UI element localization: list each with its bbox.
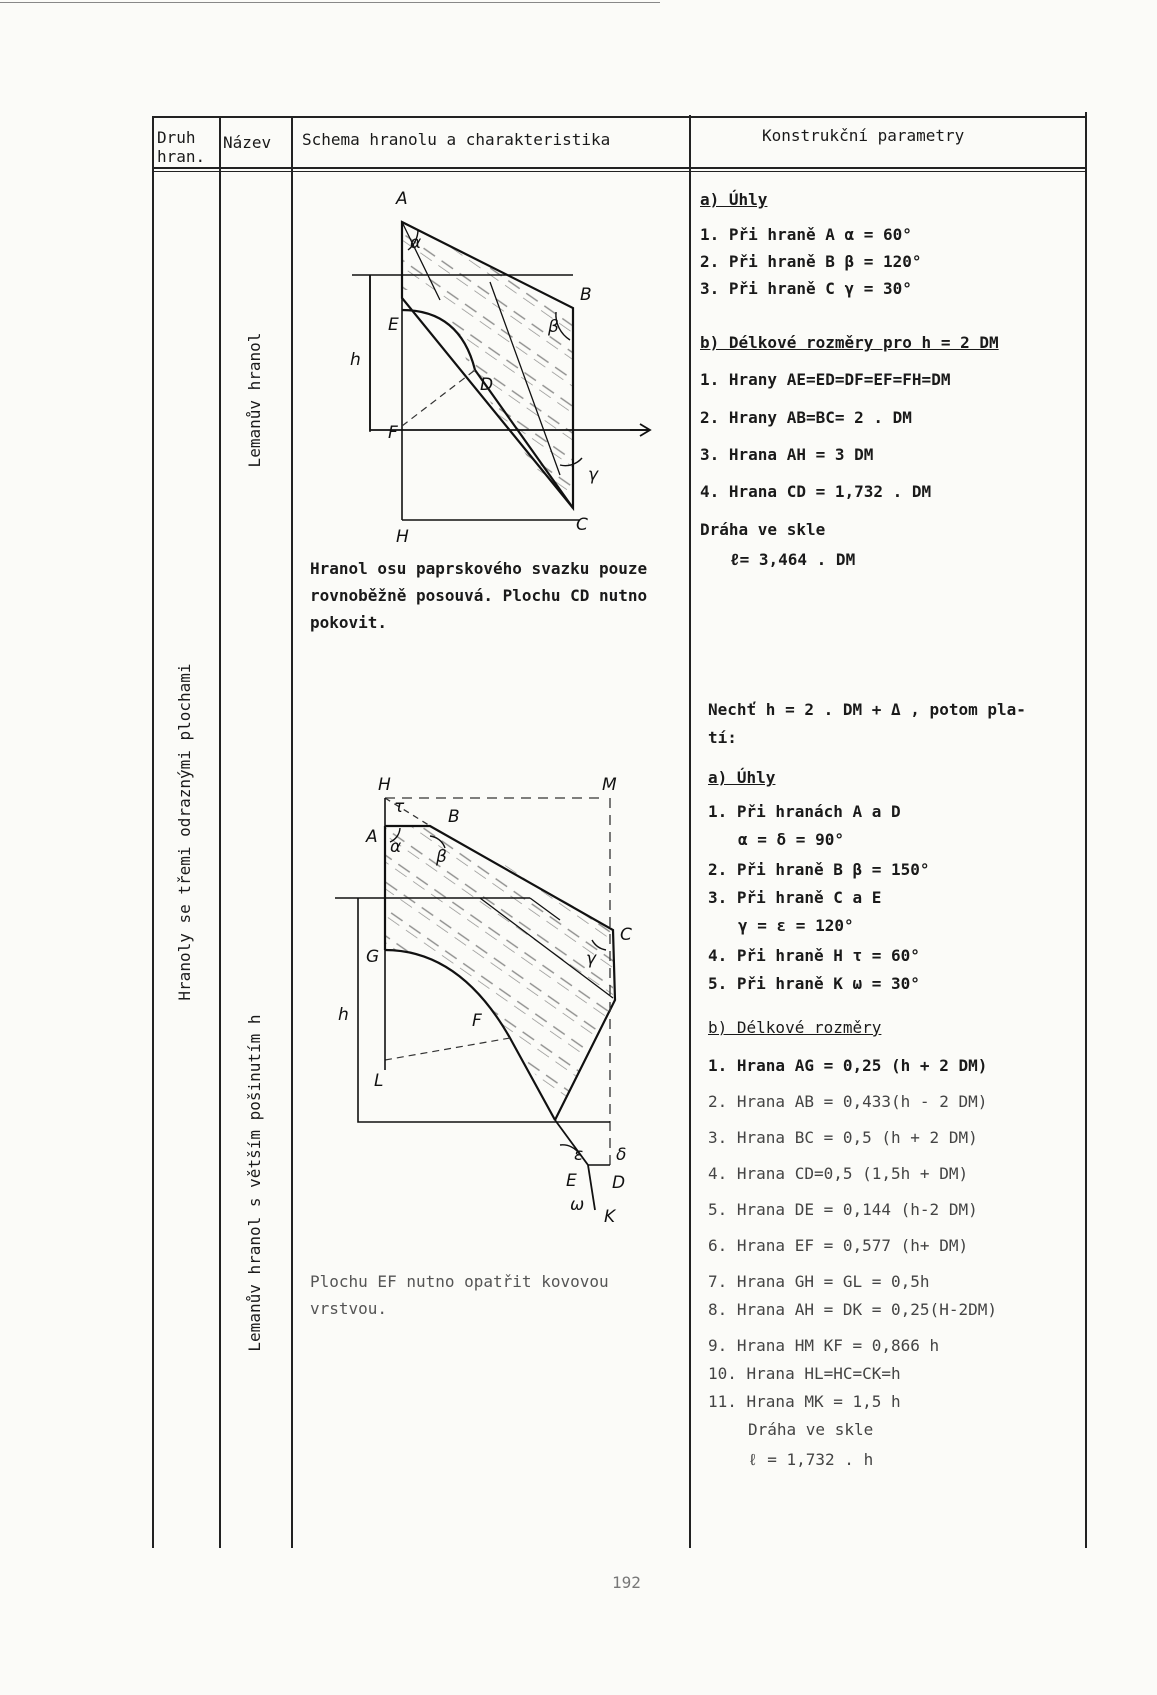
param-line: b) Délkové rozměry pro h = 2 DM xyxy=(700,333,999,352)
param-line: 3. Při hraně C γ = 30° xyxy=(700,279,912,298)
diagram2-label-D: D xyxy=(612,1173,626,1193)
param-line: 4. Hrana CD=0,5 (1,5h + DM) xyxy=(708,1164,969,1183)
table-line xyxy=(152,116,1087,118)
diagram2-label-E: E xyxy=(566,1171,577,1191)
table-line xyxy=(291,118,293,1548)
param-line: Nechť h = 2 . DM + Δ , potom pla- xyxy=(708,700,1026,719)
param-line: 3. Hrana BC = 0,5 (h + 2 DM) xyxy=(708,1128,978,1147)
header-type: Druh hran. xyxy=(157,128,206,166)
param-line: 5. Při hraně K ω = 30° xyxy=(708,974,920,993)
page-number: 192 xyxy=(612,1573,641,1592)
param-line: 2. Hrana AB = 0,433(h - 2 DM) xyxy=(708,1092,988,1111)
param-line: 1. Hrana AG = 0,25 (h + 2 DM) xyxy=(708,1056,988,1075)
diagram2-label-omega: ω xyxy=(570,1195,585,1215)
param-line: γ = ε = 120° xyxy=(738,916,854,935)
param-line: 5. Hrana DE = 0,144 (h-2 DM) xyxy=(708,1200,978,1219)
param-line: α = δ = 90° xyxy=(738,830,844,849)
param-line: ℓ= 3,464 . DM xyxy=(730,550,856,569)
param-line: 3. Hrana AH = 3 DM xyxy=(700,445,874,464)
diagram-label-C: C xyxy=(576,515,588,535)
diagram-label-A: A xyxy=(396,189,408,209)
header-name: Název xyxy=(223,133,272,152)
diagram2-label-beta: β xyxy=(436,847,447,867)
param-line: 9. Hrana HM KF = 0,866 h xyxy=(708,1336,940,1355)
row2-name: Lemanův hranol s větším pošinutím h xyxy=(245,1014,264,1352)
diagram-label-B: B xyxy=(580,285,592,305)
param-line: 4. Hrana CD = 1,732 . DM xyxy=(700,482,932,501)
param-line: 4. Při hraně H τ = 60° xyxy=(708,946,920,965)
diagram2-label-G: G xyxy=(366,947,380,967)
diagram-label-D: D xyxy=(480,375,494,395)
row1-caption: Hranol osu paprskového svazku pouze rovnoběžně posouvá. Plochu CD nutno pokovit. xyxy=(310,559,648,632)
param-line: 3. Při hraně C a E xyxy=(708,888,882,907)
diagram-label-E: E xyxy=(388,315,399,335)
param-line: 2. Při hraně B β = 120° xyxy=(700,252,922,271)
diagram2-label-A: A xyxy=(366,827,378,847)
param-line: 1. Při hraně A α = 60° xyxy=(700,225,912,244)
diagram2-label-L: L xyxy=(374,1071,384,1091)
diagram2-label-H: H xyxy=(378,775,391,795)
table-line xyxy=(1085,112,1087,1548)
param-line: 8. Hrana AH = DK = 0,25(H-2DM) xyxy=(708,1300,997,1319)
diagram2-label-F: F xyxy=(472,1011,482,1031)
param-line: 1. Při hranách A a D xyxy=(708,802,901,821)
diagram2-label-C: C xyxy=(620,925,632,945)
diagram2-label-M: M xyxy=(602,775,617,795)
param-line: Dráha ve skle xyxy=(700,520,826,539)
diagram-label-gamma: γ xyxy=(588,465,599,485)
param-line: a) Úhly xyxy=(700,190,768,209)
param-line: 6. Hrana EF = 0,577 (h+ DM) xyxy=(708,1236,969,1255)
diagram2-label-gamma: γ xyxy=(586,949,597,969)
diagram2-label-delta: δ xyxy=(616,1145,627,1165)
diagram-leman-prism-large-shift xyxy=(330,770,670,1240)
table-line xyxy=(152,118,154,1548)
diagram-label-H: H xyxy=(396,527,409,547)
param-line: ℓ = 1,732 . h xyxy=(748,1450,874,1469)
diagram-label-alpha: α xyxy=(410,233,422,253)
param-line: b) Délkové rozměry xyxy=(708,1018,882,1037)
table-line xyxy=(689,115,691,1548)
diagram2-label-K: K xyxy=(604,1207,616,1227)
diagram-leman-prism xyxy=(330,190,670,550)
row1-params xyxy=(700,190,1080,590)
param-line: 2. Hrany AB=BC= 2 . DM xyxy=(700,408,912,427)
diagram2-label-tau: τ xyxy=(394,797,405,817)
diagram2-label-epsilon: ε xyxy=(574,1145,584,1165)
param-line: 2. Při hraně B β = 150° xyxy=(708,860,930,879)
group-label: Hranoly se třemi odraznými plochami xyxy=(175,663,194,1001)
param-line: 11. Hrana MK = 1,5 h xyxy=(708,1392,901,1411)
row2-params xyxy=(708,700,1080,1500)
row2-caption: Plochu EF nutno opatřit kovovou vrstvou. xyxy=(310,1272,609,1318)
diagram-label-h: h xyxy=(350,350,361,370)
param-line: tí: xyxy=(708,728,737,747)
diagram2-label-B: B xyxy=(448,807,460,827)
param-line: 1. Hrany AE=ED=DF=EF=FH=DM xyxy=(700,370,951,389)
table-line xyxy=(152,171,1087,172)
param-line: 10. Hrana HL=HC=CK=h xyxy=(708,1364,901,1383)
param-line: a) Úhly xyxy=(708,768,776,787)
row1-name: Lemanův hranol xyxy=(245,332,264,468)
table-line xyxy=(152,167,1087,169)
diagram-label-F: F xyxy=(388,423,398,443)
diagram-label-beta: β xyxy=(548,317,559,337)
header-schema: Schema hranolu a charakteristika xyxy=(302,130,611,149)
param-line: Dráha ve skle xyxy=(748,1420,874,1439)
diagram2-label-h: h xyxy=(338,1005,349,1025)
table-line xyxy=(219,118,221,1548)
diagram2-label-alpha: α xyxy=(390,837,402,857)
param-line: 7. Hrana GH = GL = 0,5h xyxy=(708,1272,930,1291)
header-params: Konstrukční parametry xyxy=(762,126,965,145)
